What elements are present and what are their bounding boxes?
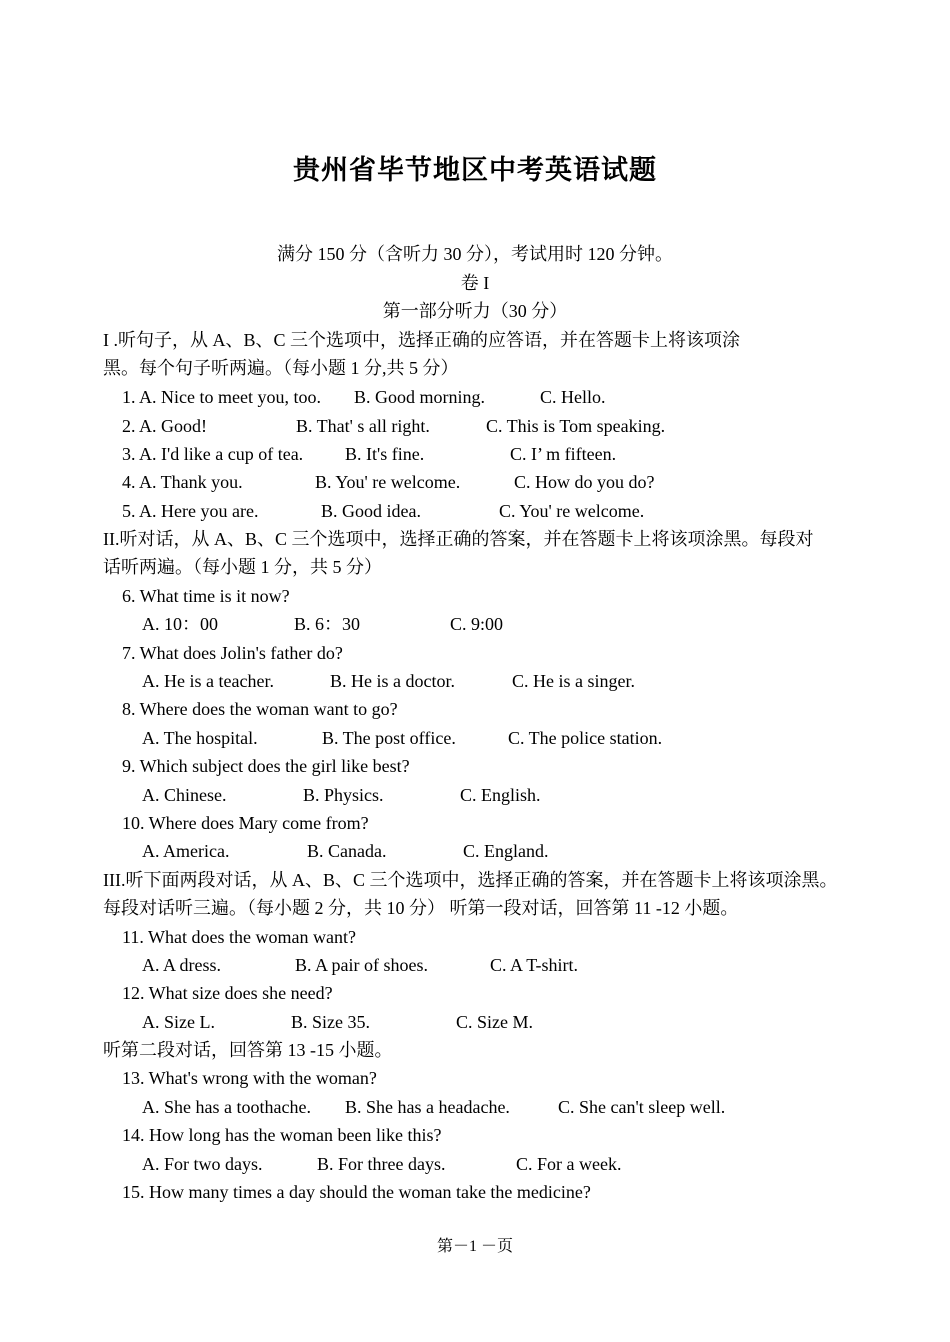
question-text: 13. What's wrong with the woman? — [122, 1068, 377, 1088]
question-text: 6. What time is it now? — [122, 586, 290, 606]
question-text: 14. How long has the woman been like this? — [122, 1125, 442, 1145]
option-b: B. A pair of shoes. — [295, 955, 428, 975]
option-c: C. You' re welcome. — [499, 501, 645, 521]
option-c: C. I’ m fifteen. — [510, 444, 617, 464]
option-c: C. He is a singer. — [512, 671, 635, 691]
question-text: 12. What size does she need? — [122, 983, 333, 1003]
option-a: A. 10：00 — [142, 614, 218, 634]
option-b: B. 6：30 — [294, 614, 361, 634]
option-b: B. Good morning. — [354, 387, 486, 407]
option-b: B. Size 35. — [291, 1012, 370, 1032]
option-c: C. This is Tom speaking. — [486, 416, 666, 436]
section3-instruction-cont: 每段对话听三遍。（每小题 2 分，共 10 分） 听第一段对话，回答第 11 -12 小题。 — [103, 898, 739, 918]
option-a: 1. A. Nice to meet you, too. — [122, 387, 321, 407]
option-a: A. She has a toothache. — [142, 1097, 311, 1117]
option-b: B. That' s all right. — [296, 416, 430, 436]
page-number: 第－1 －页 — [436, 1238, 513, 1255]
option-c: C. English. — [460, 785, 541, 805]
option-c: C. Hello. — [540, 387, 606, 407]
option-a: A. He is a teacher. — [142, 671, 274, 691]
page-title: 贵州省毕节地区中考英语试题 — [293, 155, 657, 186]
option-b: B. He is a doctor. — [330, 671, 455, 691]
option-a: 5. A. Here you are. — [122, 501, 259, 521]
option-c: C. She can't sleep well. — [558, 1097, 726, 1117]
option-a: 3. A. I'd like a cup of tea. — [122, 444, 304, 464]
option-c: C. 9:00 — [450, 614, 504, 634]
question-text: 10. Where does Mary come from? — [122, 813, 369, 833]
option-b: B. Physics. — [303, 785, 384, 805]
option-c: C. The police station. — [508, 728, 663, 748]
question-text: 8. Where does the woman want to go? — [122, 699, 398, 719]
section2-instruction-cont: 话听两遍。（每小题 1 分，共 5 分） — [103, 557, 382, 577]
option-c: C. How do you do? — [514, 472, 655, 492]
option-b: B. Good idea. — [321, 501, 421, 521]
option-b: B. You' re welcome. — [315, 472, 461, 492]
option-b: B. Canada. — [307, 841, 387, 861]
option-c: C. For a week. — [516, 1154, 622, 1174]
option-a: A. For two days. — [142, 1154, 263, 1174]
question-text: 9. Which subject does the girl like best? — [122, 756, 410, 776]
section2-instruction: II.听对话，从 A、B、C 三个选项中，选择正确的答案，并在答题卡上将该项涂黑。每段对 — [103, 529, 814, 549]
section1-instruction: I .听句子，从 A、B、C 三个选项中，选择正确的应答语，并在答题卡上将该项涂 — [103, 330, 741, 350]
option-a: A. A dress. — [142, 955, 222, 975]
option-b: B. She has a headache. — [345, 1097, 510, 1117]
option-c: C. A T-shirt. — [490, 955, 579, 975]
option-a: A. Size L. — [142, 1012, 215, 1032]
option-b: B. The post office. — [322, 728, 456, 748]
sub-instruction: 听第二段对话，回答第 13 -15 小题。 — [103, 1040, 393, 1060]
volume-label: 卷 I — [460, 273, 490, 293]
option-a: 4. A. Thank you. — [122, 472, 243, 492]
question-text: 11. What does the woman want? — [122, 927, 356, 947]
question-text: 7. What does Jolin's father do? — [122, 643, 343, 663]
option-b: B. It's fine. — [345, 444, 425, 464]
part-heading: 第一部分听力（30 分） — [382, 301, 568, 321]
option-c: C. Size M. — [456, 1012, 534, 1032]
section1-instruction-cont: 黑。每个句子听两遍。（每小题 1 分,共 5 分） — [103, 358, 459, 378]
option-a: A. America. — [142, 841, 230, 861]
option-a: A. Chinese. — [142, 785, 227, 805]
option-c: C. England. — [463, 841, 549, 861]
option-a: A. The hospital. — [142, 728, 258, 748]
section3-instruction: III.听下面两段对话，从 A、B、C 三个选项中，选择正确的答案，并在答题卡上将该项涂黑。 — [103, 870, 838, 890]
option-b: B. For three days. — [317, 1154, 446, 1174]
score-note: 满分 150 分（含听力 30 分），考试用时 120 分钟。 — [277, 244, 673, 264]
option-a: 2. A. Good! — [122, 416, 207, 436]
question-text: 15. How many times a day should the woman take the medicine? — [122, 1182, 591, 1202]
